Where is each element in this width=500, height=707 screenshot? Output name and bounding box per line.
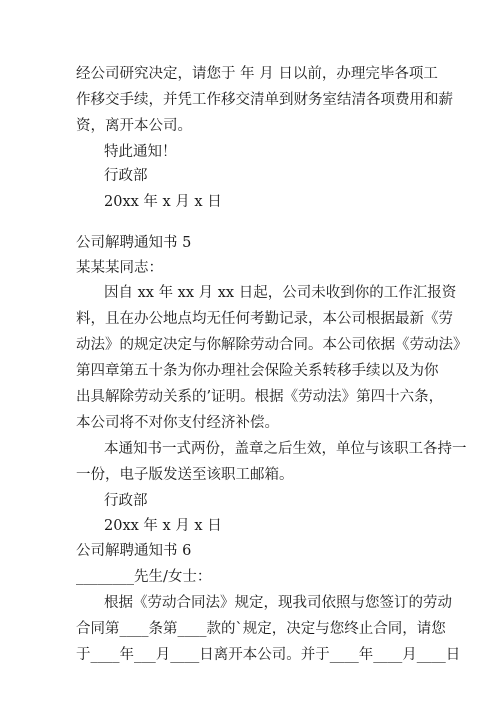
body-text-line: 一份，电子版发送至该职工邮箱。 <box>76 467 294 483</box>
body-text-line: 料，且在办公地点均无任何考勤记录，本公司根据最新《劳 <box>76 311 453 327</box>
body-text-line: 第四章第五十条为你办理社会保险关系转移手续以及为你 <box>76 363 439 379</box>
signature-date: 20xx 年 x 月 x 日 <box>104 518 222 534</box>
body-text-line: 出具解除劳动关系的’证明。根据《劳动法》第四十六条， <box>76 389 444 405</box>
body-text-line: 合同第____条第____款的`规定，决定与您终止合同，请您 <box>76 621 446 637</box>
section-title: 公司解聘通知书 6 <box>76 543 192 559</box>
signature-department: 行政部 <box>104 493 148 509</box>
body-text-line: 本公司将不对你支付经济补偿。 <box>76 415 279 431</box>
signature-date: 20xx 年 x 月 x 日 <box>104 194 222 210</box>
body-text-line: 资，离开本公司。 <box>76 118 192 134</box>
body-text-line: 本通知书一式两份，盖章之后生效，单位与该职工各持一 <box>104 441 467 457</box>
body-text-line: 因自 xx 年 xx 月 xx 日起，公司未收到你的工作汇报资 <box>104 285 457 301</box>
body-text-line: 动法》的规定决定与你解除劳动合同。本公司依据《劳动法》 <box>76 337 468 353</box>
signature-department: 行政部 <box>104 168 148 184</box>
closing-text: 特此通知！ <box>104 144 177 160</box>
body-text-line: 根据《劳动合同法》规定，现我司依照与您签订的劳动 <box>104 595 452 611</box>
salutation: ________先生/女士： <box>76 569 212 585</box>
body-text-line: 经公司研究决定，请您于 年 月 日以前，办理完毕各项工 <box>76 66 438 82</box>
salutation: 某某某同志： <box>76 260 163 276</box>
body-text-line: 于____年___月____日离开本公司。并于____年____月____日 <box>76 647 461 663</box>
body-text-line: 作移交手续，并凭工作移交清单到财务室结清各项费用和薪 <box>76 92 453 108</box>
section-title: 公司解聘通知书 5 <box>76 235 192 251</box>
